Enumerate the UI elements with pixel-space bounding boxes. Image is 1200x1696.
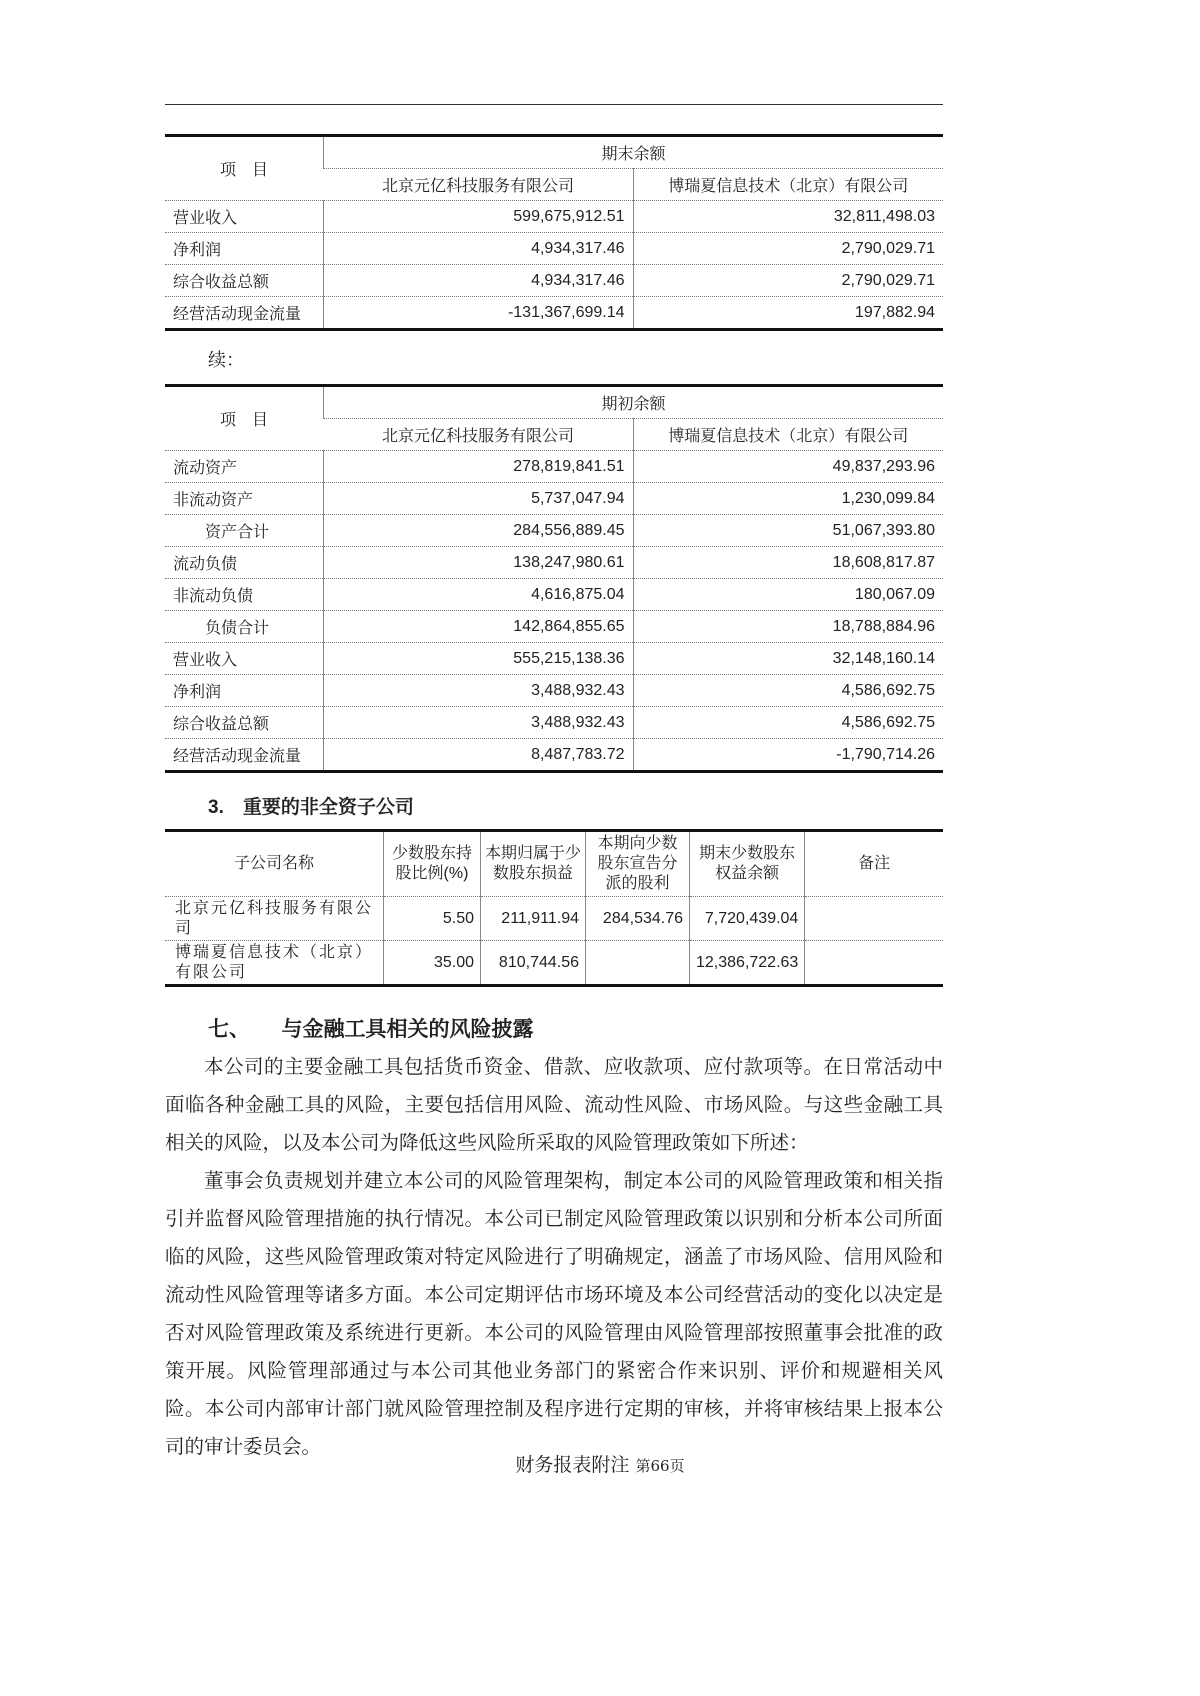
page-footer	[0, 1450, 1200, 1477]
column-header: 子公司名称	[165, 831, 384, 897]
row-label: 北京元亿科技服务有限公司	[165, 897, 384, 941]
cell-value: 278,819,841.51	[324, 451, 634, 483]
footer-title: 财务报表附注	[515, 1454, 630, 1476]
table-row	[165, 739, 943, 772]
item-header: 项 目	[165, 136, 324, 201]
cell-value: 4,934,317.46	[324, 233, 634, 265]
row-label: 综合收益总额	[165, 707, 324, 739]
row-label: 经营活动现金流量	[165, 739, 324, 772]
company-header: 北京元亿科技服务有限公司	[324, 169, 634, 201]
cell-value: 49,837,293.96	[633, 451, 943, 483]
cell-value: -131,367,699.14	[324, 297, 634, 330]
row-label: 资产合计	[165, 515, 324, 547]
cell-value: -1,790,714.26	[633, 739, 943, 772]
column-header: 备注	[805, 831, 943, 897]
row-label: 非流动资产	[165, 483, 324, 515]
cell-value: 12,386,722.63	[690, 941, 805, 986]
table-row	[165, 233, 943, 265]
table-row	[165, 941, 943, 986]
row-label: 流动资产	[165, 451, 324, 483]
table-row	[165, 451, 943, 483]
continued-label: 续：	[208, 350, 244, 371]
cell-value: 555,215,138.36	[324, 643, 634, 675]
cell-value	[805, 897, 943, 941]
cell-value: 211,911.94	[481, 897, 586, 941]
column-header: 本期向少数股东宣告分派的股利	[586, 831, 690, 897]
table-row	[165, 707, 943, 739]
table-row	[165, 515, 943, 547]
company-header: 博瑞夏信息技术（北京）有限公司	[633, 419, 943, 451]
paragraph: 本公司的主要金融工具包括货币资金、借款、应收款项、应付款项等。在日常活动中面临各种金融工具的风险，主要包括信用风险、流动性风险、市场风险。与这些金融工具相关的风险，以及本公司为降低这些风险所采取的风险管理政策如下所述：	[165, 1055, 943, 1154]
section-heading: 七、 与金融工具相关的风险披露	[208, 1018, 534, 1041]
page-number: 第66页	[635, 1457, 685, 1475]
table-row	[165, 201, 943, 233]
cell-value: 1,230,099.84	[633, 483, 943, 515]
cell-value: 284,534.76	[586, 897, 690, 941]
company-header: 博瑞夏信息技术（北京）有限公司	[633, 169, 943, 201]
paragraph: 董事会负责规划并建立本公司的风险管理架构，制定本公司的风险管理政策和相关指引并监督风险管理措施的执行情况。本公司已制定风险管理政策以识别和分析本公司所面临的风险，这些风险管理政策对特定风险进行了明确规定，涵盖了市场风险、信用风险和流动性风险管理等诸多方面。本公司定期评估市场环境及本公司经营活动的变化以决定是否对风险管理政策及系统进行更新。本公司的风险管理由风险管理部按照董事会批准的政策开展。风险管理部通过与本公司其他业务部门的紧密合作来识别、评价和规避相关风险。本公司内部审计部门就风险管理控制及程序进行定期的审核，并将审核结果上报本公司的审计委员会。	[165, 1169, 943, 1458]
row-label: 非流动负债	[165, 579, 324, 611]
row-label: 综合收益总额	[165, 265, 324, 297]
cell-value: 599,675,912.51	[324, 201, 634, 233]
cell-value: 2,790,029.71	[633, 233, 943, 265]
section-heading: 3. 重要的非全资子公司	[208, 797, 414, 818]
column-header: 本期归属于少数股东损益	[481, 831, 586, 897]
cell-value: 3,488,932.43	[324, 675, 634, 707]
table-row	[165, 643, 943, 675]
non-wholly-owned-subsidiaries-table	[165, 829, 943, 987]
cell-value: 180,067.09	[633, 579, 943, 611]
cell-value: 51,067,393.80	[633, 515, 943, 547]
table-row	[165, 547, 943, 579]
closing-balance-table	[165, 134, 943, 331]
cell-value: 7,720,439.04	[690, 897, 805, 941]
cell-value: 284,556,889.45	[324, 515, 634, 547]
row-label: 净利润	[165, 675, 324, 707]
table-row	[165, 579, 943, 611]
row-label: 营业收入	[165, 201, 324, 233]
cell-value: 4,934,317.46	[324, 265, 634, 297]
row-label: 博瑞夏信息技术（北京）有限公司	[165, 941, 384, 986]
cell-value: 18,608,817.87	[633, 547, 943, 579]
column-header: 少数股东持股比例(%)	[384, 831, 481, 897]
table-row	[165, 675, 943, 707]
cell-value: 4,586,692.75	[633, 707, 943, 739]
item-header: 项 目	[165, 386, 324, 451]
table-row	[165, 611, 943, 643]
cell-value: 138,247,980.61	[324, 547, 634, 579]
cell-value: 197,882.94	[633, 297, 943, 330]
table-row	[165, 897, 943, 941]
cell-value: 8,487,783.72	[324, 739, 634, 772]
cell-value: 18,788,884.96	[633, 611, 943, 643]
cell-value: 3,488,932.43	[324, 707, 634, 739]
row-label: 营业收入	[165, 643, 324, 675]
cell-value	[805, 941, 943, 986]
header-rule	[165, 104, 943, 105]
cell-value: 32,148,160.14	[633, 643, 943, 675]
row-label: 净利润	[165, 233, 324, 265]
cell-value: 32,811,498.03	[633, 201, 943, 233]
cell-value: 4,616,875.04	[324, 579, 634, 611]
row-label: 负债合计	[165, 611, 324, 643]
group-header: 期末余额	[324, 136, 944, 169]
cell-value: 35.00	[384, 941, 481, 986]
cell-value	[586, 941, 690, 986]
table-row	[165, 483, 943, 515]
row-label: 流动负债	[165, 547, 324, 579]
cell-value: 4,586,692.75	[633, 675, 943, 707]
table-row	[165, 265, 943, 297]
group-header: 期初余额	[324, 386, 944, 419]
cell-value: 5.50	[384, 897, 481, 941]
cell-value: 2,790,029.71	[633, 265, 943, 297]
table-row	[165, 297, 943, 330]
column-header: 期末少数股东权益余额	[690, 831, 805, 897]
opening-balance-table	[165, 384, 943, 773]
cell-value: 5,737,047.94	[324, 483, 634, 515]
cell-value: 142,864,855.65	[324, 611, 634, 643]
cell-value: 810,744.56	[481, 941, 586, 986]
company-header: 北京元亿科技服务有限公司	[324, 419, 634, 451]
row-label: 经营活动现金流量	[165, 297, 324, 330]
